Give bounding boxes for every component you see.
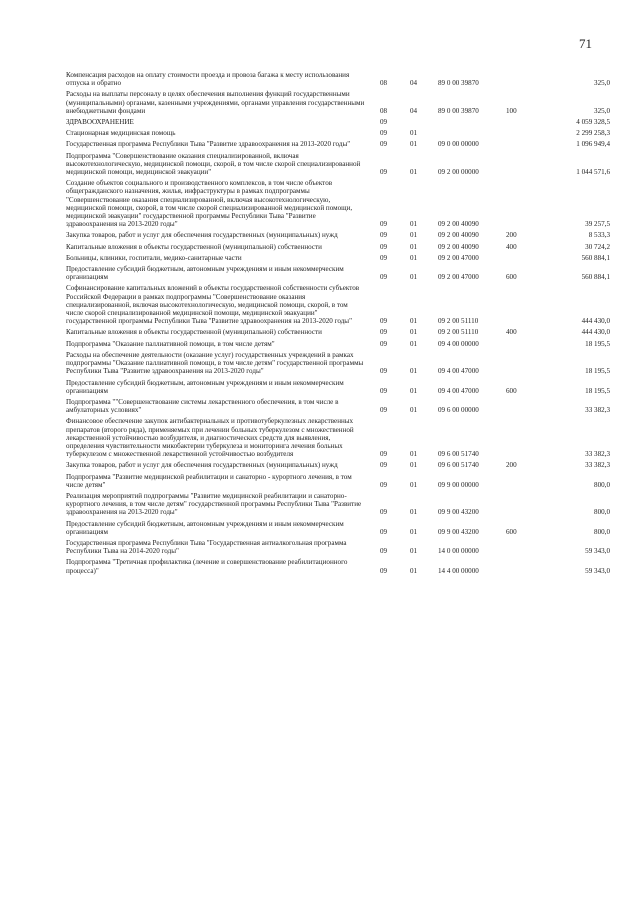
row-name: Подпрограмма "Развитие медицинской реабилитации и санаторно - курортного лечения, в том числе детям" — [66, 472, 352, 489]
row-target-article: 09 4 00 47000 — [438, 367, 479, 376]
row-subsection-code: 01 — [410, 168, 418, 177]
row-amount: 325,0 — [594, 79, 610, 88]
row-section-code: 09 — [380, 140, 388, 149]
row-section-code: 09 — [380, 118, 388, 127]
row-expense-type — [506, 253, 554, 264]
row-amount: 33 382,3 — [585, 450, 610, 459]
row-section-code: 09 — [380, 508, 388, 517]
row-amount: 800,0 — [594, 508, 610, 517]
row-expense-type — [506, 117, 554, 128]
row-section-code: 09 — [380, 386, 388, 395]
row-expense-type: 400 — [506, 242, 517, 251]
page-number: 71 — [579, 36, 592, 51]
row-amount: 8 533,3 — [588, 231, 610, 240]
row-amount: 2 299 258,3 — [576, 129, 610, 138]
row-section-code: 09 — [380, 253, 388, 262]
row-expense-type: 200 — [506, 461, 517, 470]
row-section-code: 09 — [380, 406, 388, 415]
row-name: Подпрограмма ""Совершенствование системы лекарственного обеспечения, в том числе в амбулаторных условиях" — [66, 397, 339, 415]
row-expense-type — [506, 151, 554, 179]
table-row — [66, 538, 610, 557]
row-subsection-code: 01 — [410, 253, 418, 262]
row-expense-type: 600 — [506, 273, 517, 282]
table-row — [66, 327, 610, 338]
table-row — [66, 89, 610, 117]
row-expense-type — [506, 70, 554, 89]
row-target-article: 09 2 00 51110 — [438, 317, 479, 326]
budget-table — [66, 70, 610, 577]
row-expense-type: 200 — [506, 231, 517, 240]
row-subsection-code: 01 — [410, 328, 418, 337]
table-row — [66, 283, 610, 327]
row-target-article: 09 0 00 00000 — [438, 140, 479, 149]
row-amount: 325,0 — [594, 106, 610, 115]
row-amount: 4 059 328,5 — [576, 118, 610, 127]
row-subsection-code: 01 — [410, 220, 418, 229]
table-row — [66, 472, 610, 491]
row-target-article: 09 6 00 00000 — [438, 406, 479, 415]
row-amount: 59 343,0 — [585, 566, 610, 575]
row-name: Государственная программа Республики Тыва "Государственная антиалкогольная программа Республики Тыва на 2014-2020 годы" — [66, 538, 347, 556]
row-target-article: 09 6 00 51740 — [438, 450, 479, 459]
table-row — [66, 460, 610, 471]
row-name: Стационарная медицинская помощь — [66, 129, 176, 138]
row-expense-type: 600 — [506, 386, 517, 395]
row-expense-type — [506, 339, 554, 350]
row-target-article: 09 2 00 51110 — [438, 328, 479, 337]
row-name: Закупка товаров, работ и услуг для обеспечения государственных (муниципальных) нужд — [66, 461, 338, 470]
row-name: Финансовое обеспечение закупок антибактериальных и противотуберкулезных лекарственных препаратов (второго ряда), применяемых при лечении больных туберкулезом с множественной лекарственной устойчивостью возбудителя, и диагностических средств для выявления, определения чувствительности микобактерии туберкулеза и мониторинга лечения больных туберкулезом с множественной лекарственной устойчивостью возбудителя — [66, 417, 354, 459]
row-section-code: 09 — [380, 317, 388, 326]
row-name: Компенсация расходов на оплату стоимости проезда и провоза багажа к месту использования отпуска и обратно — [66, 71, 350, 88]
row-target-article: 89 0 00 39870 — [438, 79, 479, 88]
table-row — [66, 242, 610, 253]
row-section-code: 09 — [380, 231, 388, 240]
table-row — [66, 350, 610, 378]
row-name: Подпрограмма "Оказание паллиативной помощи, в том числе детям" — [66, 339, 275, 348]
row-expense-type — [506, 491, 554, 519]
table-row — [66, 557, 610, 576]
row-expense-type: 100 — [506, 106, 517, 115]
row-expense-type — [506, 350, 554, 378]
row-amount: 560 884,1 — [581, 253, 610, 262]
row-target-article: 14 4 00 00000 — [438, 566, 479, 575]
row-amount: 444 430,0 — [581, 328, 610, 337]
row-subsection-code: 01 — [410, 406, 418, 415]
row-section-code: 09 — [380, 129, 388, 138]
row-subsection-code: 04 — [410, 106, 418, 115]
row-target-article — [438, 117, 506, 128]
row-name: Капитальные вложения в объекты государственной (муниципальной) собственности — [66, 328, 322, 337]
row-amount: 30 724,2 — [585, 242, 610, 251]
row-subsection-code: 01 — [410, 527, 418, 536]
row-section-code: 09 — [380, 168, 388, 177]
row-amount: 444 430,0 — [581, 317, 610, 326]
table-row — [66, 151, 610, 179]
row-subsection-code: 01 — [410, 386, 418, 395]
row-expense-type — [506, 557, 554, 576]
row-subsection-code: 01 — [410, 273, 418, 282]
row-amount: 18 195,5 — [585, 386, 610, 395]
table-row — [66, 491, 610, 519]
row-target-article: 09 6 00 51740 — [438, 461, 479, 470]
row-subsection-code: 01 — [410, 450, 418, 459]
row-subsection-code: 01 — [410, 367, 418, 376]
row-amount: 59 343,0 — [585, 547, 610, 556]
row-target-article — [438, 128, 506, 139]
row-subsection-code: 01 — [410, 461, 418, 470]
row-expense-type — [506, 397, 554, 416]
row-section-code: 09 — [380, 328, 388, 337]
row-amount: 18 195,5 — [585, 339, 610, 348]
row-expense-type — [506, 416, 554, 460]
row-target-article: 09 2 00 40090 — [438, 220, 479, 229]
row-amount: 39 257,5 — [585, 220, 610, 229]
table-row — [66, 339, 610, 350]
row-target-article: 09 9 00 43200 — [438, 508, 479, 517]
row-expense-type — [506, 139, 554, 150]
row-target-article: 14 0 00 00000 — [438, 547, 479, 556]
row-amount: 800,0 — [594, 527, 610, 536]
table-row — [66, 397, 610, 416]
row-subsection-code — [406, 117, 438, 128]
row-section-code: 09 — [380, 220, 388, 229]
row-subsection-code: 01 — [410, 547, 418, 556]
row-subsection-code: 01 — [410, 242, 418, 251]
row-section-code: 09 — [380, 273, 388, 282]
row-expense-type: 400 — [506, 328, 517, 337]
row-section-code: 09 — [380, 450, 388, 459]
row-section-code: 08 — [380, 106, 388, 115]
row-name: Подпрограмма "Третичная профилактика (лечение и совершенствование реабилитационного процесса)" — [66, 558, 348, 575]
row-name: Расходы на выплаты персоналу в целях обеспечения выполнения функций государственными (муниципальными) органами, казенными учреждениями, органами управления государственными внебюджетными фондами — [66, 90, 365, 115]
row-target-article: 09 2 00 40090 — [438, 231, 479, 240]
table-row — [66, 378, 610, 397]
table-row — [66, 519, 610, 538]
row-target-article: 09 9 00 43200 — [438, 527, 479, 536]
row-amount: 1 096 949,4 — [576, 140, 610, 149]
row-section-code: 08 — [380, 79, 388, 88]
row-name: Расходы на обеспечение деятельности (оказание услуг) государственных учреждений в рамках подпрограммы "Оказание паллиативной помощи, в том числе детям" государственной программы Республики Тыва "Развитие здравоохранения на 2013-2020 годы" — [66, 350, 364, 376]
table-row — [66, 128, 610, 139]
row-expense-type — [506, 283, 554, 327]
row-target-article: 09 2 00 47000 — [438, 273, 479, 282]
row-expense-type: 600 — [506, 527, 517, 536]
row-section-code: 09 — [380, 480, 388, 489]
row-expense-type — [506, 128, 554, 139]
row-name: Софинансирование капитальных вложений в объекты государственной собственности субъектов Российской Федерации в рамках подпрограммы "Совершенствование оказания специализированной, включая высокотехнологическую, медицинской помощи, скорой, в том числе скорой специализированной медицинской помощи, медицинской эвакуации" государственной программы Республики Тыва "Развитие здравоохранения на 2013-2020 годы" — [66, 284, 360, 326]
row-section-code: 09 — [380, 367, 388, 376]
row-target-article: 09 9 00 00000 — [438, 480, 479, 489]
row-subsection-code: 01 — [410, 566, 418, 575]
table-row — [66, 264, 610, 283]
row-amount: 800,0 — [594, 480, 610, 489]
row-target-article: 89 0 00 39870 — [438, 106, 479, 115]
row-subsection-code: 01 — [410, 231, 418, 240]
table-row — [66, 117, 610, 128]
row-name: Закупка товаров, работ и услуг для обеспечения государственных (муниципальных) нужд — [66, 231, 338, 240]
row-amount: 33 382,3 — [585, 406, 610, 415]
row-amount: 33 382,3 — [585, 461, 610, 470]
row-expense-type — [506, 472, 554, 491]
row-target-article: 09 2 00 47000 — [438, 253, 479, 262]
row-name: Предоставление субсидий бюджетным, автономным учреждениям и иным некоммерческим организациям — [66, 378, 344, 395]
row-amount: 1 044 571,6 — [576, 168, 610, 177]
row-name: Подпрограмма "Совершенствование оказания специализированной, включая высокотехнологическую, медицинской помощи, скорой, в том числе скорой специализированной медицинской помощи, медицинской эвакуации" — [66, 151, 361, 177]
row-name: Создание объектов социального и производственного комплексов, в том числе объектов общегражданского назначения, жилья, инфраструктуры в рамках подпрограммы "Совершенствование оказания специализированной, включая высокотехнологическую, медицинской помощи, скорой, в том числе скорой специализированной медицинской помощи, медицинской эвакуации" государственной программы Республики Тыва "Развитие здравоохранения на 2013-2020 годы" — [66, 179, 353, 229]
row-name: Больницы, клиники, госпитали, медико-санитарные части — [66, 253, 242, 262]
row-expense-type — [506, 178, 554, 230]
row-subsection-code: 01 — [410, 339, 418, 348]
row-name: Реализация мероприятий подпрограммы "Развитие медицинской реабилитации и санаторно-курортного лечения, в том числе детям" государственной программы Республики Тыва "Развитие здравоохранения на 2013-2020 годы" — [66, 491, 362, 517]
row-section-code: 09 — [380, 547, 388, 556]
row-amount: 560 884,1 — [581, 273, 610, 282]
row-amount: 18 195,5 — [585, 367, 610, 376]
table-row — [66, 70, 610, 89]
table-row — [66, 416, 610, 460]
row-section-code: 09 — [380, 339, 388, 348]
row-target-article: 09 4 00 00000 — [438, 339, 479, 348]
budget-table-body — [66, 70, 610, 577]
row-name: Предоставление субсидий бюджетным, автономным учреждениям и иным некоммерческим организациям — [66, 519, 344, 536]
row-subsection-code: 01 — [410, 317, 418, 326]
row-name: ЗДРАВООХРАНЕНИЕ — [66, 118, 134, 127]
row-name: Государственная программа Республики Тыва "Развитие здравоохранения на 2013-2020 годы" — [66, 140, 351, 149]
row-expense-type — [506, 538, 554, 557]
row-section-code: 09 — [380, 461, 388, 470]
row-subsection-code: 04 — [410, 79, 418, 88]
table-row — [66, 230, 610, 241]
row-section-code: 09 — [380, 527, 388, 536]
row-name: Капитальные вложения в объекты государственной (муниципальной) собственности — [66, 242, 322, 251]
row-section-code: 09 — [380, 566, 388, 575]
row-target-article: 09 4 00 47000 — [438, 386, 479, 395]
row-target-article: 09 2 00 00000 — [438, 168, 479, 177]
row-subsection-code: 01 — [410, 140, 418, 149]
row-subsection-code: 01 — [410, 129, 418, 138]
row-subsection-code: 01 — [410, 480, 418, 489]
row-name: Предоставление субсидий бюджетным, автономным учреждениям и иным некоммерческим организациям — [66, 265, 344, 282]
row-subsection-code: 01 — [410, 508, 418, 517]
row-section-code: 09 — [380, 242, 388, 251]
table-row — [66, 139, 610, 150]
row-target-article: 09 2 00 40090 — [438, 242, 479, 251]
table-row — [66, 178, 610, 230]
table-row — [66, 253, 610, 264]
